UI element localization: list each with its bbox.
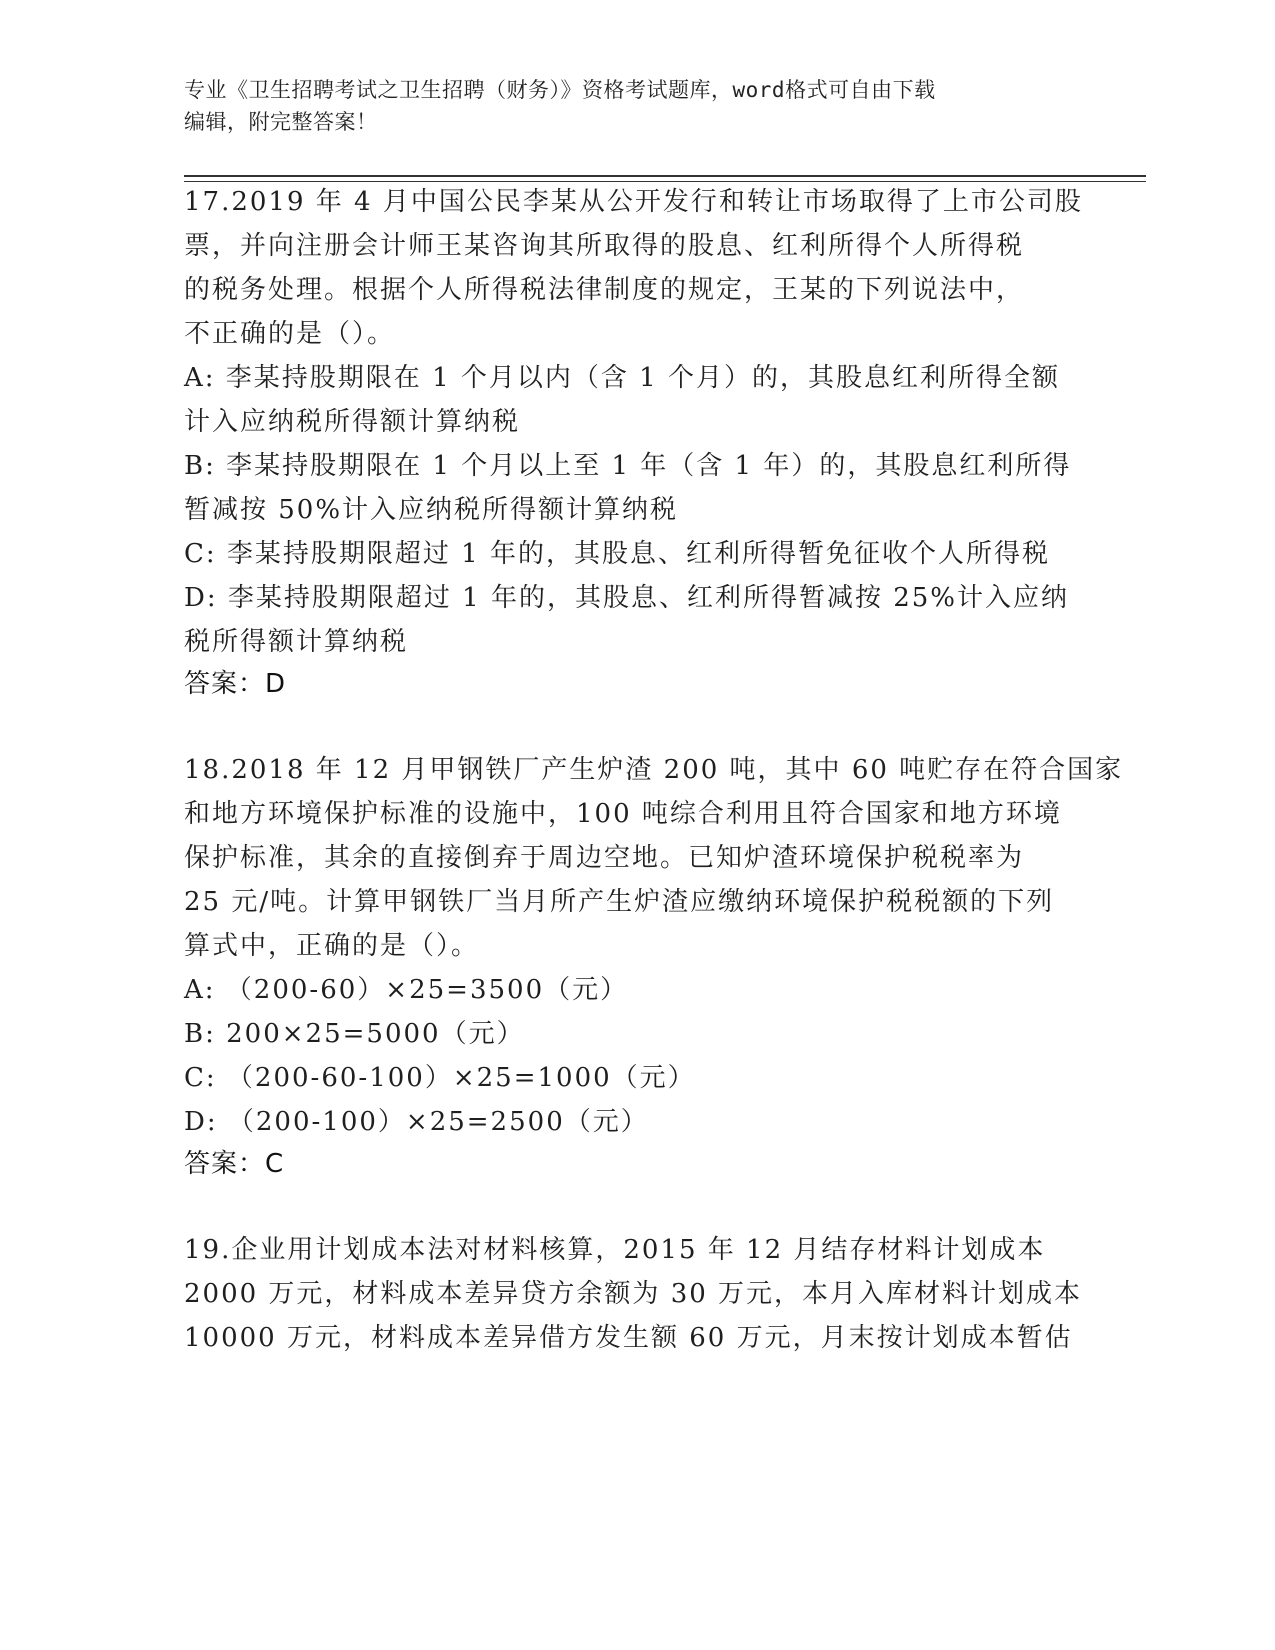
question-18-stem-line-2: 和地方环境保护标准的设施中，100 吨综合利用且符合国家和地方环境 — [184, 799, 1062, 829]
header-line-1: 专业《卫生招聘考试之卫生招聘（财务）》资格考试题库，word格式可自由下载 — [184, 78, 936, 102]
question-19-stem-line-2: 2000 万元，材料成本差异贷方余额为 30 万元，本月入库材料计划成本 — [184, 1279, 1083, 1309]
header-divider-thin — [184, 181, 1146, 182]
question-17-answer: 答案：D — [184, 669, 287, 699]
question-18-stem-line-1: 18.2018 年 12 月甲钢铁厂产生炉渣 200 吨，其中 60 吨贮存在符合国家 — [184, 755, 1124, 785]
question-17-option-d-line-1: D: 李某持股期限超过 1 年的，其股息、红利所得暂减按 25%计入应纳 — [184, 583, 1069, 613]
question-18-option-c: C: （200-60-100）×25=1000（元） — [184, 1063, 696, 1093]
question-18-answer: 答案：C — [184, 1149, 285, 1179]
question-17-stem-line-1: 17.2019 年 4 月中国公民李某从公开发行和转让市场取得了上市公司股 — [184, 187, 1083, 217]
question-17-option-a-line-1: A: 李某持股期限在 1 个月以内（含 1 个月）的，其股息红利所得全额 — [184, 363, 1060, 393]
question-18-stem-line-4: 25 元/吨。计算甲钢铁厂当月所产生炉渣应缴纳环境保护税税额的下列 — [184, 887, 1055, 917]
header-divider-thick — [184, 175, 1146, 177]
question-17-option-a-line-2: 计入应纳税所得额计算纳税 — [184, 407, 521, 437]
question-19-stem-line-3: 10000 万元，材料成本差异借方发生额 60 万元，月末按计划成本暂估 — [184, 1323, 1073, 1353]
question-17-stem-line-2: 票，并向注册会计师王某咨询其所取得的股息、红利所得个人所得税 — [184, 231, 1025, 261]
question-18-stem-line-3: 保护标准，其余的直接倒弃于周边空地。已知炉渣环境保护税税率为 — [184, 843, 1025, 873]
document-header — [184, 74, 1084, 138]
question-18-option-b: B: 200×25=5000（元） — [184, 1019, 525, 1049]
header-line-2: 编辑，附完整答案！ — [184, 110, 378, 134]
question-17-stem-line-4: 不正确的是（）。 — [184, 319, 396, 349]
question-17-option-b-line-1: B: 李某持股期限在 1 个月以上至 1 年（含 1 年）的，其股息红利所得 — [184, 451, 1072, 481]
question-18-stem-line-5: 算式中，正确的是（）。 — [184, 931, 480, 961]
question-17-option-b-line-2: 暂减按 50%计入应纳税所得额计算纳税 — [184, 495, 679, 525]
question-19-stem-line-1: 19.企业用计划成本法对材料核算，2015 年 12 月结存材料计划成本 — [184, 1235, 1046, 1265]
question-17-stem-line-3: 的税务处理。根据个人所得税法律制度的规定，王某的下列说法中， — [184, 275, 1025, 305]
question-17-option-c: C: 李某持股期限超过 1 年的，其股息、红利所得暂免征收个人所得税 — [184, 539, 1050, 569]
question-18-option-d: D: （200-100）×25=2500（元） — [184, 1107, 649, 1137]
question-17-option-d-line-2: 税所得额计算纳税 — [184, 627, 409, 657]
question-18-option-a: A: （200-60）×25=3500（元） — [184, 975, 629, 1005]
